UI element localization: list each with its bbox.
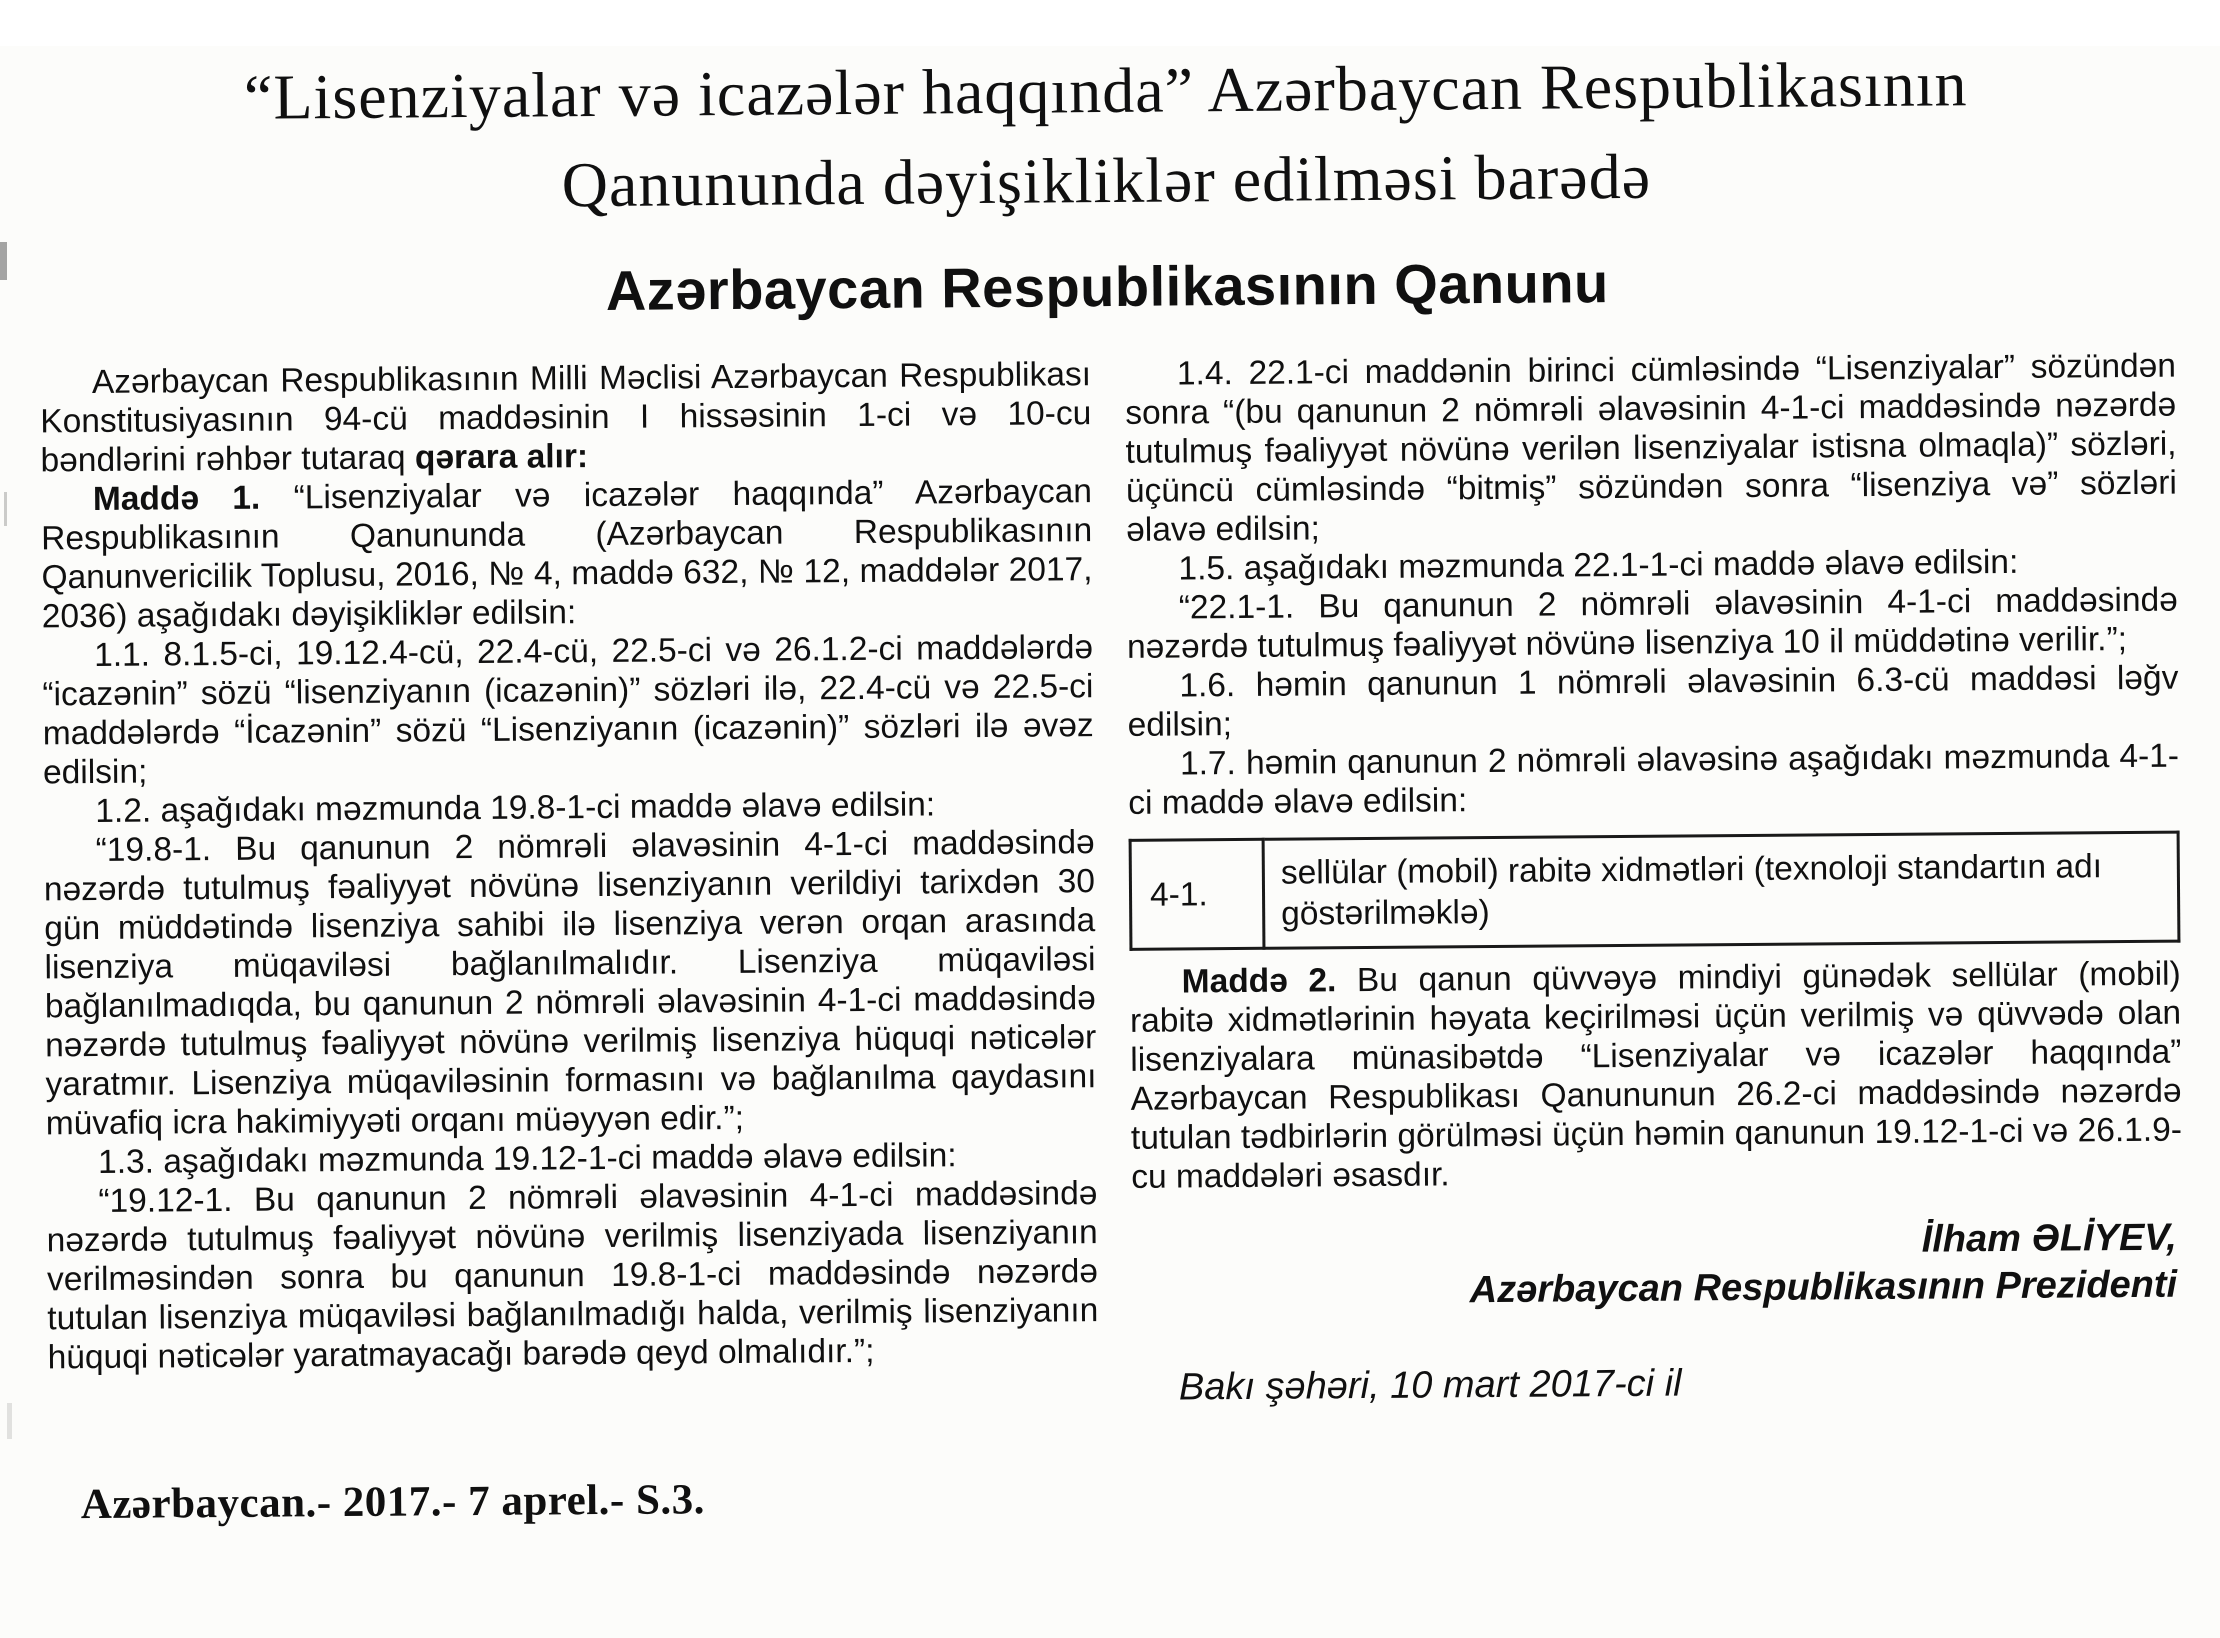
- source-citation: Azərbaycan.- 2017.- 7 aprel.- S.3.: [80, 1476, 706, 1529]
- preamble-bold-resolution: qərara alır:: [414, 438, 589, 477]
- annex-row-text-cell: sellülar (mobil) rabitə xidmətləri (texnoloji standartın adı göstərilməklə): [1263, 832, 2179, 948]
- scanned-page: [0, 46, 2220, 1638]
- annex-row-table: [1129, 831, 2181, 951]
- preamble-paragraph: [40, 355, 1092, 480]
- clause-19-8-1-quote: “19.8-1. Bu qanunun 2 nömrəli əlavəsinin 4-1-ci maddəsində nəzərdə tutulmuş fəaliyyət növünə lisenziyanın verildiyi tarixdən 30 gün müddətində lisenziya sahibi ilə lisenziya verən orqan arasında lisenziya müqaviləsi bağlanılmalıdır. Lisenziya müqaviləsi bağlanılmadıqda, bu qanunun 2 nömrəli əlavəsinin 4-1-ci maddəsində nəzərdə tutulmuş fəaliyyət növünə verilmiş lisenziya hüquqi nəticələr yaratmır. Lisenziya müqaviləsinin formasını və bağlanılma qaydasını müvafiq icra hakimiyyəti orqanı müəyyən edir.”;: [43, 824, 1097, 1143]
- clause-22-1-1-quote: “22.1-1. Bu qanunun 2 nömrəli əlavəsinin 4-1-ci maddəsində nəzərdə tutulmuş fəaliyyət növünə lisenziya 10 il müddətinə verilir.”;: [1126, 581, 2178, 666]
- left-column: [40, 355, 1099, 1416]
- clause-1-7: 1.7. həmin qanunun 2 nömrəli əlavəsinə aşağıdakı məzmunda 4-1-ci maddə əlavə edilsin:: [1128, 737, 2180, 822]
- title-line-1: “Lisenziyalar və icazələr haqqında” Azərbaycan Respublikasının: [243, 48, 1968, 133]
- annex-row-4-1: [1130, 832, 2179, 949]
- right-column: [1125, 347, 2184, 1408]
- article-1-paragraph: [41, 472, 1093, 636]
- article-2-paragraph: [1130, 955, 2183, 1197]
- article-1-label: Maddə 1.: [92, 479, 261, 518]
- page-content: [0, 37, 2220, 1529]
- two-column-body: [40, 347, 2184, 1417]
- clause-1-5: 1.5. aşağıdakı məzmunda 22.1-1-ci maddə əlavə edilsin:: [1178, 543, 2019, 588]
- clause-19-12-1-quote: “19.12-1. Bu qanunun 2 nömrəli əlavəsinin 4-1-ci maddəsində nəzərdə tutulmuş fəaliyyət növünə verilmiş lisenziyada lisenziyanın verilməsindən sonra bu qanunun 19.8-1-ci maddəsində nəzərdə tutulan lisenziya müqaviləsi bağlanılmadığı halda, verilmiş lisenziyanın hüquqi nəticələr yaratmayacağı barədə qeyd olmalıdır.”;: [46, 1175, 1099, 1377]
- clause-1-2: 1.2. aşağıdakı məzmunda 19.8-1-ci maddə əlavə edilsin:: [95, 786, 936, 830]
- clause-1-4: 1.4. 22.1-ci maddənin birinci cümləsində “Lisenziyalar” sözündən sonra “(bu qanunun 2 nömrəli əlavəsinin 4-1-ci maddəsində nəzərdə tutulmuş fəaliyyət növünə verilən lisenziyalar istisna olmaqla)” sözləri, üçüncü cümləsində “bitmiş” sözündən sonra “lisenziya və” sözləri əlavə edilsin;: [1125, 347, 2177, 549]
- document-title: [45, 38, 2166, 235]
- signature-block: [1132, 1215, 2184, 1317]
- article-2-label: Maddə 2.: [1181, 962, 1337, 1001]
- dateline: Bakı şəhəri, 10 mart 2017-ci il: [1178, 1362, 1682, 1409]
- signature-title: Azərbaycan Respublikasının Prezidenti: [1469, 1263, 2178, 1312]
- preamble-text: Azərbaycan Respublikasının Milli Məclisi Azərbaycan Respublikası Konstitusiyasının 94-cü maddəsinin I hissəsinin 1-ci və 10-cu bəndlərini rəhbər tutaraq: [40, 356, 1092, 480]
- article-2-text: Bu qanun qüvvəyə mindiyi günədək sellülar (mobil) rabitə xidmətlərinin həyata keçirilməsi üçün verilmiş və qüvvədə olan lisenziyalara münasibətdə “Lisenziyalar və icazələr haqqında” Azərbaycan Respublikası Qanununun 26.2-ci maddəsində nəzərdə tutulan tədbirlərin görülməsi üçün həmin qanunun 19.12-1-ci və 26.1.9-cu maddələri əsasdır.: [1129, 955, 2183, 1196]
- signature-name: İlham ƏLİYEV,: [1921, 1216, 2177, 1261]
- clause-1-3: 1.3. aşağıdakı məzmunda 19.12-1-ci maddə əlavə edilsin:: [97, 1137, 957, 1181]
- article-1-text: “Lisenziyalar və icazələr haqqında” Azərbaycan Respublikasının Qanununda (Azərbaycan Respublikasının Qanunvericilik Toplusu, 2016, № 4, maddə 632, № 12, maddələr 2017, 2036) aşağıdakı dəyişikliklər edilsin:: [41, 473, 1093, 636]
- title-line-2: Qanununda dəyişikliklər edilməsi barədə: [561, 140, 1652, 221]
- document-subtitle: Azərbaycan Respublikasının Qanunu: [605, 251, 1609, 322]
- clause-1-6: 1.6. həmin qanunun 1 nömrəli əlavəsinin 6.3-cü maddəsi ləğv edilsin;: [1127, 659, 2179, 744]
- annex-row-number-cell: 4-1.: [1130, 839, 1264, 949]
- clause-1-1: 1.1. 8.1.5-ci, 19.12.4-cü, 22.4-cü, 22.5-ci və 26.1.2-ci maddələrdə “icazənin” sözü “lisenziyanın (icazənin)” sözləri ilə, 22.4-cü və 22.5-ci maddələrdə “İcazənin” sözü “Lisenziyanın (icazənin)” sözləri ilə əvəz edilsin;: [42, 629, 1094, 792]
